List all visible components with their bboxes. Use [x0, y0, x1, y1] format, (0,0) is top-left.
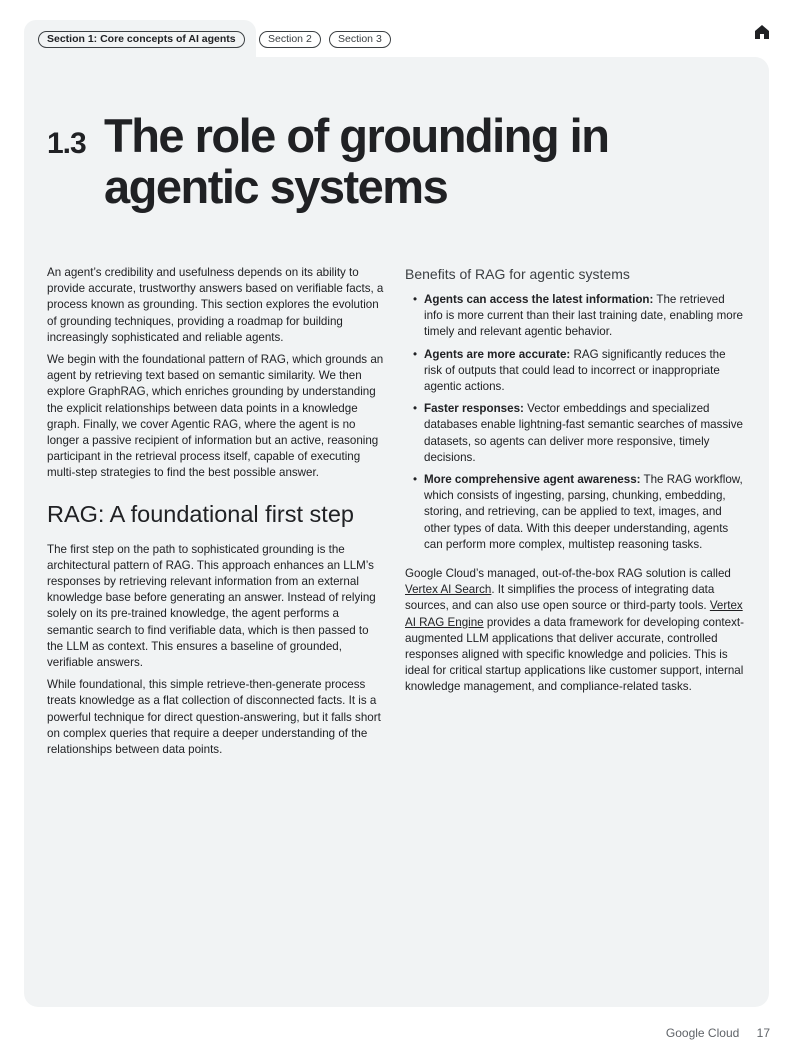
google-cloud-logo: Google Cloud [665, 1026, 740, 1040]
closing-text-mid: . It simplifies the process of integrating data sources, and can also use open source or third-party tools. [405, 583, 715, 613]
benefit-text: The retrieved info is more current than their last training date, enabling more timely and relevant agentic behavior. [424, 293, 743, 339]
left-column [47, 265, 387, 764]
benefit-text: Vector embeddings and specialized databases enable lightning-fast semantic searches of massive datasets, so agents can deliver more responsive, timely decisions. [424, 402, 744, 464]
benefits-heading: Benefits of RAG for agentic systems [405, 266, 630, 282]
rag-paragraph-1: The first step on the path to sophisticated grounding is the architectural pattern of RAG. This approach enhances an LLM’s responses by retrieving relevant information from an external knowledge base before generating an answer. Instead of relying solely on its pre-trained knowledge, the agent performs a semantic search to find verifiable data, which is then passed to the LLM as context. This ensures a baseline of grounded, verifiable answers. [47, 542, 376, 670]
vertex-ai-search-link[interactable]: Vertex AI Search [405, 583, 492, 597]
home-icon[interactable] [754, 24, 770, 40]
section-tabs [24, 20, 784, 60]
rag-section-heading: RAG: A foundational first step [47, 500, 354, 527]
right-column [405, 265, 745, 702]
tab-section-3[interactable]: Section 3 [329, 31, 391, 48]
benefit-lead: Faster responses: [424, 402, 524, 416]
list-item [405, 292, 745, 341]
list-item [405, 472, 745, 553]
tab-section-2[interactable]: Section 2 [259, 31, 321, 48]
rag-paragraph-2: While foundational, this simple retrieve-then-generate process treats knowledge as a flat collection of disconnected facts. It is a powerful technique for direct question-answering, but it falls short on complex queries that require a deeper understanding of the relationships between data points. [47, 678, 381, 757]
page-number: 17 [756, 1026, 770, 1040]
closing-text-post: provides a data framework for developing context-augmented LLM applications that deliver accurate, controlled responses aligned with specific knowledge and policies. This is ideal for critical startup applications like customer support, internal knowledge management, and compliance-related tasks. [405, 615, 744, 694]
intro-paragraph-2: We begin with the foundational pattern of RAG, which grounds an agent by retrieving text based on semantic similarity. We then explore GraphRAG, which enriches grounding by understanding the explicit relationships between data points in a knowledge graph. Finally, we cover Agentic RAG, where the agent is no longer a passive recipient of information but an active, reasoning participant in the retrieval process itself, capable of executing multi-step strategies to find the best possible answer. [47, 353, 384, 480]
benefit-lead: More comprehensive agent awareness: [424, 473, 641, 487]
tab-section-1[interactable]: Section 1: Core concepts of AI agents [38, 31, 245, 48]
page-footer [666, 1026, 770, 1040]
section-number: 1.3 [47, 127, 86, 160]
closing-text-pre: Google Cloud’s managed, out-of-the-box RAG solution is called [405, 567, 731, 581]
intro-paragraph-1: An agent’s credibility and usefulness depends on its ability to provide accurate, trustworthy answers based on verifiable facts, a process known as grounding. This section explores the evolution of grounding techniques, providing a roadmap for building increasingly sophisticated and reliable agents. [47, 266, 384, 344]
benefit-lead: Agents can access the latest information: [424, 293, 654, 306]
list-item [405, 347, 745, 396]
benefit-text: RAG significantly reduces the risk of outputs that could lead to incorrect or inappropriate agentic actions. [424, 347, 726, 394]
closing-paragraph [405, 566, 745, 696]
benefits-list [405, 292, 745, 553]
benefit-text: The RAG workflow, which consists of ingesting, parsing, chunking, embedding, storing, and retrieving, can be applied to text, images, and other types of data. With this deeper understanding, agents can perform more complex, multistep reasoning tasks. [424, 473, 743, 551]
list-item [405, 401, 745, 466]
vertex-ai-rag-engine-link[interactable]: Vertex AI RAG Engine [405, 599, 743, 629]
page-title: The role of grounding in agentic systems [104, 109, 609, 213]
benefit-lead: Agents are more accurate: [424, 347, 571, 361]
